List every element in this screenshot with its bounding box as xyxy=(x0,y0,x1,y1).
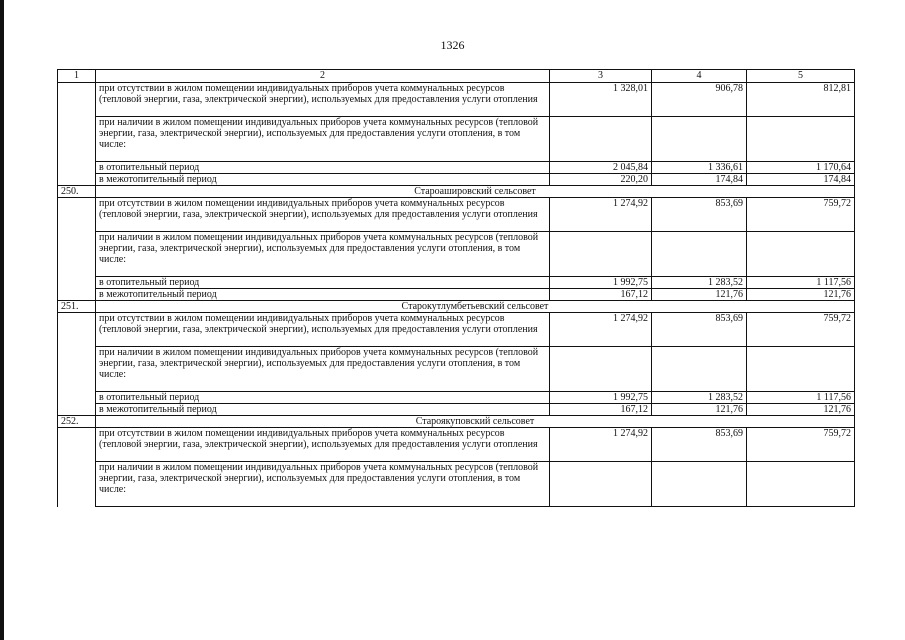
table-row xyxy=(58,232,855,277)
left-margin-bar xyxy=(0,0,4,640)
number-cell xyxy=(58,232,96,277)
table-row xyxy=(58,404,855,416)
section-name: Староякуповский сельсовет xyxy=(96,416,855,428)
table-row xyxy=(58,117,855,162)
value-col5 xyxy=(747,347,855,392)
table-row xyxy=(58,462,855,507)
value-col4: 1 336,61 xyxy=(652,162,747,174)
value-col4: 121,76 xyxy=(652,404,747,416)
section-header-row xyxy=(58,416,855,428)
number-cell xyxy=(58,198,96,232)
section-name: Староаширoвский сельсовет xyxy=(96,186,855,198)
value-col3: 1 992,75 xyxy=(550,277,652,289)
table-row xyxy=(58,162,855,174)
number-cell xyxy=(58,347,96,392)
value-col3: 1 274,92 xyxy=(550,428,652,462)
value-col4 xyxy=(652,347,747,392)
value-col3: 167,12 xyxy=(550,289,652,301)
description-cell: в отопительный период xyxy=(96,277,550,289)
number-cell xyxy=(58,404,96,416)
table-row xyxy=(58,392,855,404)
value-col3: 220,20 xyxy=(550,174,652,186)
value-col4: 853,69 xyxy=(652,428,747,462)
value-col3 xyxy=(550,232,652,277)
column-header-1: 1 xyxy=(58,70,96,83)
section-number: 251. xyxy=(58,301,96,313)
value-col5 xyxy=(747,117,855,162)
value-col4 xyxy=(652,462,747,507)
value-col3 xyxy=(550,462,652,507)
number-cell xyxy=(58,289,96,301)
table-row xyxy=(58,277,855,289)
number-cell xyxy=(58,462,96,507)
value-col3: 1 274,92 xyxy=(550,198,652,232)
value-col4 xyxy=(652,232,747,277)
value-col5: 1 117,56 xyxy=(747,392,855,404)
number-cell xyxy=(58,162,96,174)
value-col5 xyxy=(747,232,855,277)
value-col5: 812,81 xyxy=(747,83,855,117)
value-col4: 1 283,52 xyxy=(652,392,747,404)
description-cell: при наличии в жилом помещении индивидуальных приборов учета коммунальных ресурсов (тепловой энергии, газа, электрической энергии), используемых для предоставления услуги отопления, в том числе: xyxy=(96,232,550,277)
page-number: 1326 xyxy=(440,38,465,52)
value-col3: 2 045,84 xyxy=(550,162,652,174)
value-col3 xyxy=(550,117,652,162)
value-col4: 853,69 xyxy=(652,313,747,347)
section-number: 250. xyxy=(58,186,96,198)
value-col5: 759,72 xyxy=(747,428,855,462)
section-number: 252. xyxy=(58,416,96,428)
number-cell xyxy=(58,313,96,347)
value-col4: 174,84 xyxy=(652,174,747,186)
description-cell: при наличии в жилом помещении индивидуальных приборов учета коммунальных ресурсов (тепловой энергии, газа, электрической энергии), используемых для предоставления услуги отопления, в том числе: xyxy=(96,117,550,162)
description-cell: в межотопительный период xyxy=(96,404,550,416)
column-header-4: 4 xyxy=(652,70,747,83)
value-col5: 174,84 xyxy=(747,174,855,186)
number-cell xyxy=(58,117,96,162)
description-cell: в отопительный период xyxy=(96,392,550,404)
value-col4: 1 283,52 xyxy=(652,277,747,289)
description-cell: при наличии в жилом помещении индивидуальных приборов учета коммунальных ресурсов (тепловой энергии, газа, электрической энергии), используемых для предоставления услуги отопления, в том числе: xyxy=(96,347,550,392)
description-cell: при отсутствии в жилом помещении индивидуальных приборов учета коммунальных ресурсов (тепловой энергии, газа, электрической энергии), используемых для предоставления услуги отопления xyxy=(96,428,550,462)
value-col4: 853,69 xyxy=(652,198,747,232)
number-cell xyxy=(58,277,96,289)
value-col3: 1 992,75 xyxy=(550,392,652,404)
section-header-row xyxy=(58,301,855,313)
value-col5: 1 117,56 xyxy=(747,277,855,289)
value-col5 xyxy=(747,462,855,507)
value-col4 xyxy=(652,117,747,162)
number-cell xyxy=(58,83,96,117)
value-col5: 121,76 xyxy=(747,289,855,301)
column-header-3: 3 xyxy=(550,70,652,83)
value-col5: 759,72 xyxy=(747,313,855,347)
number-cell xyxy=(58,428,96,462)
value-col5: 1 170,64 xyxy=(747,162,855,174)
section-header-row xyxy=(58,186,855,198)
table-row xyxy=(58,428,855,462)
table-header-row xyxy=(58,70,855,83)
column-header-2: 2 xyxy=(96,70,550,83)
table-row xyxy=(58,174,855,186)
number-cell xyxy=(58,174,96,186)
table-row xyxy=(58,83,855,117)
value-col3: 167,12 xyxy=(550,404,652,416)
table-row xyxy=(58,347,855,392)
description-cell: в межотопительный период xyxy=(96,174,550,186)
description-cell: при наличии в жилом помещении индивидуальных приборов учета коммунальных ресурсов (тепловой энергии, газа, электрической энергии), используемых для предоставления услуги отопления, в том числе: xyxy=(96,462,550,507)
section-name: Старокутлумбетьевский сельсовет xyxy=(96,301,855,313)
description-cell: при отсутствии в жилом помещении индивидуальных приборов учета коммунальных ресурсов (тепловой энергии, газа, электрической энергии), используемых для предоставления услуги отопления xyxy=(96,198,550,232)
description-cell: в межотопительный период xyxy=(96,289,550,301)
description-cell: при отсутствии в жилом помещении индивидуальных приборов учета коммунальных ресурсов (тепловой энергии, газа, электрической энергии), используемых для предоставления услуги отопления xyxy=(96,83,550,117)
description-cell: в отопительный период xyxy=(96,162,550,174)
tariff-table xyxy=(57,69,855,507)
value-col4: 906,78 xyxy=(652,83,747,117)
number-cell xyxy=(58,392,96,404)
value-col4: 121,76 xyxy=(652,289,747,301)
table-row xyxy=(58,198,855,232)
value-col5: 759,72 xyxy=(747,198,855,232)
table-row xyxy=(58,289,855,301)
value-col5: 121,76 xyxy=(747,404,855,416)
description-cell: при отсутствии в жилом помещении индивидуальных приборов учета коммунальных ресурсов (тепловой энергии, газа, электрической энергии), используемых для предоставления услуги отопления xyxy=(96,313,550,347)
table-row xyxy=(58,313,855,347)
value-col3 xyxy=(550,347,652,392)
column-header-5: 5 xyxy=(747,70,855,83)
value-col3: 1 274,92 xyxy=(550,313,652,347)
value-col3: 1 328,01 xyxy=(550,83,652,117)
